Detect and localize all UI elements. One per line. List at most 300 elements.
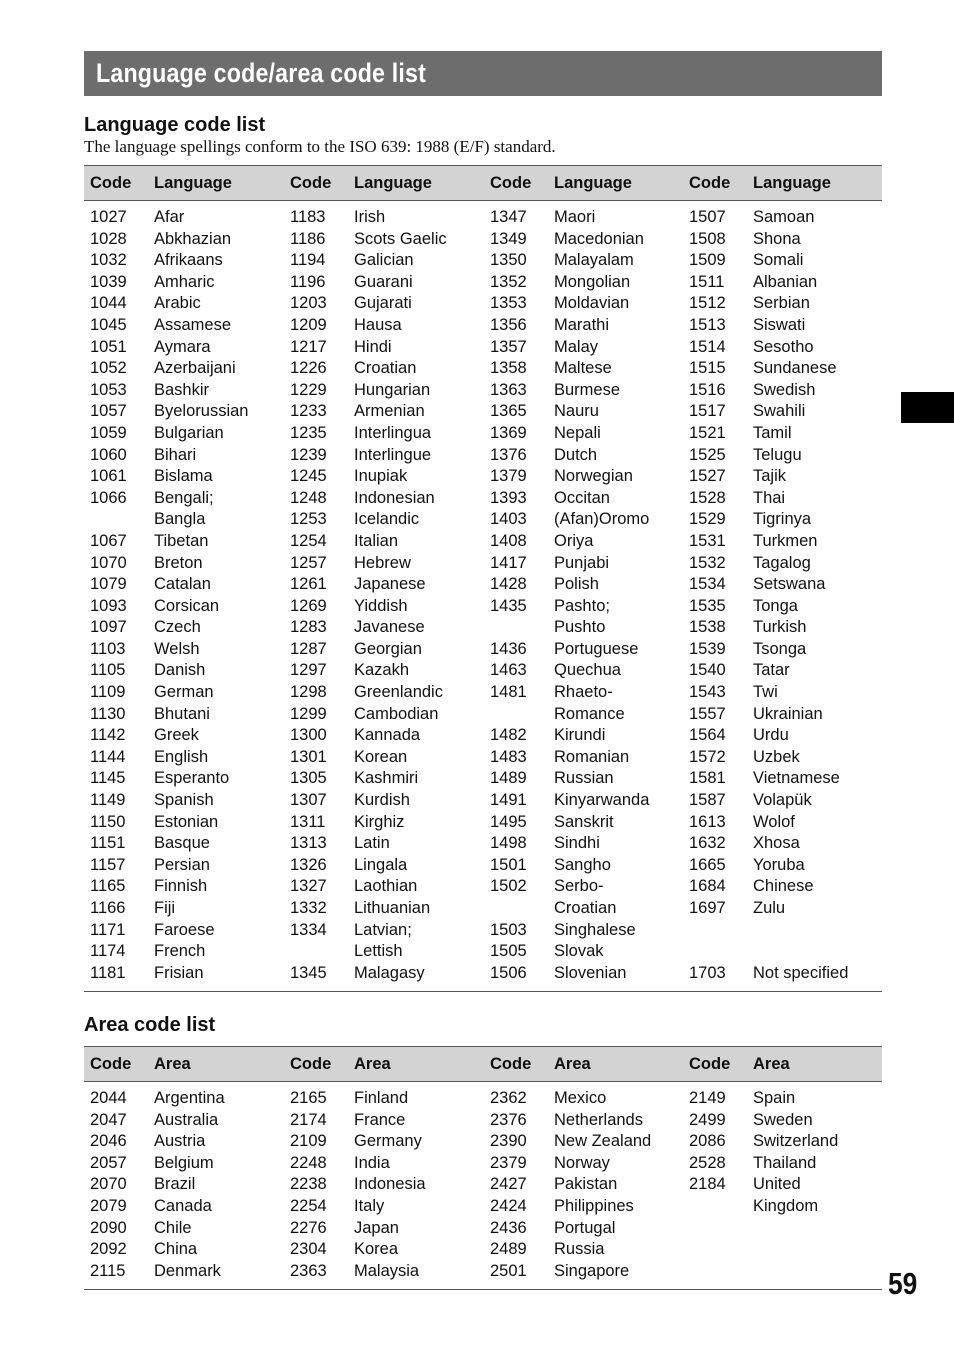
name-cell: Catalan: [154, 575, 211, 594]
name-cell: Somali: [753, 251, 804, 270]
name-cell: Belgium: [154, 1153, 214, 1172]
code-cell: 1027: [90, 208, 127, 226]
name-cell: Occitan: [554, 488, 610, 507]
code-cell: 1300: [290, 726, 327, 745]
name-cell: Persian: [154, 855, 210, 874]
code-cell: 1509: [689, 251, 726, 270]
code-cell: 2379: [490, 1153, 527, 1172]
code-cell: 1150: [90, 812, 126, 831]
name-cell: Serbian: [753, 294, 810, 313]
code-cell: 1327: [290, 877, 327, 896]
name-cell: Bislama: [154, 467, 213, 486]
name-cell: Brazil: [154, 1175, 196, 1194]
name-cell: Malay: [554, 337, 599, 356]
code-cell: 1039: [90, 272, 127, 291]
header-code: Code: [490, 174, 532, 192]
code-cell: 2109: [290, 1132, 327, 1151]
name-cell: Interlingue: [354, 445, 432, 464]
code-cell: 1261: [290, 575, 327, 594]
code-cell: 2115: [90, 1261, 126, 1280]
code-cell: 2092: [90, 1240, 127, 1259]
name-cell: Kurdish: [354, 791, 410, 810]
code-cell: 1166: [90, 899, 126, 917]
code-cell: 1103: [90, 639, 126, 658]
code-cell: 1287: [290, 639, 327, 658]
name-cell: Faroese: [154, 920, 215, 939]
name-cell: Aymara: [154, 337, 211, 356]
name-cell: Not specified: [753, 963, 849, 982]
name-cell: Azerbaijani: [154, 359, 236, 378]
name-cell: Twi: [753, 683, 778, 702]
code-cell: 1298: [290, 683, 327, 702]
code-cell: 2362: [490, 1089, 527, 1107]
name-cell: Nauru: [554, 402, 599, 421]
code-cell: 1527: [689, 467, 726, 486]
name-cell: Danish: [154, 661, 206, 680]
code-cell: 1540: [689, 661, 726, 680]
code-cell: 1181: [90, 963, 126, 982]
name-cell: Kirghiz: [354, 812, 405, 831]
area-table-bottom-rule: [84, 1289, 882, 1290]
name-cell: Frisian: [154, 963, 204, 982]
name-cell: Maori: [554, 208, 596, 226]
name-cell: Pushto: [554, 618, 606, 637]
language-table-bottom-rule: [84, 991, 882, 992]
code-cell: 2499: [689, 1110, 726, 1129]
header-language: Language: [753, 174, 831, 192]
name-cell: Thailand: [753, 1153, 817, 1172]
name-cell: Korea: [354, 1240, 399, 1259]
name-cell: Pashto;: [554, 596, 610, 615]
name-cell: Vietnamese: [753, 769, 840, 788]
code-cell: 1057: [90, 402, 127, 421]
name-cell: German: [154, 683, 214, 702]
code-cell: 1408: [490, 531, 527, 550]
name-cell: English: [154, 747, 209, 766]
name-cell: Esperanto: [154, 769, 230, 788]
code-cell: 1226: [290, 359, 327, 378]
name-cell: Amharic: [154, 272, 215, 291]
area-table-header: [84, 1046, 882, 1082]
code-cell: 1506: [490, 963, 527, 982]
name-cell: Turkmen: [753, 531, 818, 550]
name-cell: Burmese: [554, 380, 621, 399]
name-cell: Hindi: [354, 337, 392, 356]
code-cell: 1245: [290, 467, 327, 486]
name-cell: Spain: [753, 1089, 796, 1107]
name-cell: Rhaeto-: [554, 683, 613, 702]
code-cell: 1203: [290, 294, 327, 313]
code-cell: 1349: [490, 229, 527, 248]
code-cell: 1557: [689, 704, 726, 723]
name-cell: Lithuanian: [354, 899, 431, 917]
code-cell: 1502: [490, 877, 527, 896]
code-cell: 1665: [689, 855, 726, 874]
name-cell: Pakistan: [554, 1175, 618, 1194]
name-cell: Slovenian: [554, 963, 627, 982]
code-cell: 1229: [290, 380, 327, 399]
name-cell: Norway: [554, 1153, 610, 1172]
code-cell: 2390: [490, 1132, 527, 1151]
code-cell: 2248: [290, 1153, 327, 1172]
code-cell: 2090: [90, 1218, 127, 1237]
code-cell: 1254: [290, 531, 327, 550]
name-cell: Guarani: [354, 272, 413, 291]
name-cell: Bashkir: [154, 380, 210, 399]
header-area: Area: [753, 1055, 790, 1073]
name-cell: Dutch: [554, 445, 598, 464]
code-cell: 1217: [290, 337, 327, 356]
page-title-banner: [84, 51, 882, 96]
name-cell: Arabic: [154, 294, 201, 313]
name-cell: Denmark: [154, 1261, 221, 1280]
code-cell: 1347: [490, 208, 527, 226]
name-cell: Sangho: [554, 855, 611, 874]
section-thumb-tab: [901, 392, 954, 423]
name-cell: Gujarati: [354, 294, 412, 313]
name-cell: Bangla: [154, 510, 206, 529]
code-cell: 1174: [90, 942, 126, 961]
code-cell: 1059: [90, 423, 127, 442]
name-cell: Yiddish: [354, 596, 408, 615]
code-cell: 1257: [290, 553, 327, 572]
name-cell: Mongolian: [554, 272, 631, 291]
name-cell: Moldavian: [554, 294, 630, 313]
header-language: Language: [354, 174, 432, 192]
name-cell: Latvian;: [354, 920, 412, 939]
name-cell: Interlingua: [354, 423, 432, 442]
code-cell: 1093: [90, 596, 127, 615]
code-cell: 1358: [490, 359, 527, 378]
code-cell: 1299: [290, 704, 327, 723]
code-cell: 1301: [290, 747, 327, 766]
language-standard-note: The language spellings conform to the ISO 639: 1988 (E/F) standard.: [84, 137, 556, 156]
name-cell: France: [354, 1110, 406, 1129]
name-cell: Tigrinya: [753, 510, 812, 529]
area-code-table: [84, 1046, 882, 1280]
name-cell: Serbo-: [554, 877, 604, 896]
code-cell: 1481: [490, 683, 527, 702]
code-cell: 2528: [689, 1153, 726, 1172]
name-cell: Setswana: [753, 575, 826, 594]
header-code: Code: [290, 174, 332, 192]
name-cell: Quechua: [554, 661, 621, 680]
area-section-heading: Area code list: [84, 1014, 216, 1036]
code-cell: 1684: [689, 877, 726, 896]
code-cell: 1332: [290, 899, 327, 917]
code-cell: 1501: [490, 855, 527, 874]
name-cell: Singapore: [554, 1261, 630, 1280]
code-cell: 2427: [490, 1175, 527, 1194]
name-cell: Shona: [753, 229, 801, 248]
name-cell: Cambodian: [354, 704, 439, 723]
code-cell: 1436: [490, 639, 527, 658]
name-cell: Spanish: [154, 791, 214, 810]
name-cell: Galician: [354, 251, 414, 270]
name-cell: Urdu: [753, 726, 789, 745]
name-cell: Japan: [354, 1218, 399, 1237]
header-code: Code: [689, 1055, 731, 1073]
code-cell: 1697: [689, 899, 726, 917]
name-cell: Malayalam: [554, 251, 634, 270]
header-code: Code: [90, 174, 132, 192]
name-cell: Volapük: [753, 791, 812, 810]
code-cell: 1403: [490, 510, 527, 529]
code-cell: 1572: [689, 747, 726, 766]
code-cell: 1532: [689, 553, 726, 572]
code-cell: 1356: [490, 315, 527, 334]
code-cell: 1703: [689, 963, 726, 982]
name-cell: Croatian: [354, 359, 417, 378]
code-cell: 1079: [90, 575, 127, 594]
language-code-table: [84, 165, 882, 982]
code-cell: 1531: [689, 531, 726, 550]
name-cell: Czech: [154, 618, 201, 637]
code-cell: 1165: [90, 877, 126, 896]
language-table-header: [84, 165, 882, 201]
name-cell: Latin: [354, 834, 390, 853]
name-cell: Bhutani: [154, 704, 210, 723]
header-area: Area: [554, 1055, 591, 1073]
name-cell: Romanian: [554, 747, 630, 766]
code-cell: 1052: [90, 359, 127, 378]
name-cell: Afar: [154, 208, 185, 226]
name-cell: Tagalog: [753, 553, 811, 572]
code-cell: 1186: [290, 229, 326, 248]
code-cell: 2489: [490, 1240, 527, 1259]
name-cell: Abkhazian: [154, 229, 232, 248]
code-cell: 2304: [290, 1240, 327, 1259]
code-cell: 1028: [90, 229, 127, 248]
code-cell: 1489: [490, 769, 527, 788]
name-cell: (Afan)Oromo: [554, 510, 650, 529]
name-cell: Greenlandic: [354, 683, 443, 702]
language-section-heading: Language code list: [84, 114, 266, 136]
name-cell: Inupiak: [354, 467, 408, 486]
name-cell: Macedonian: [554, 229, 644, 248]
header-area: Area: [154, 1055, 191, 1073]
code-cell: 1483: [490, 747, 527, 766]
name-cell: Uzbek: [753, 747, 800, 766]
code-cell: 1248: [290, 488, 327, 507]
code-cell: 1209: [290, 315, 327, 334]
code-cell: 1151: [90, 834, 126, 853]
code-cell: 2174: [290, 1110, 327, 1129]
code-cell: 1051: [90, 337, 127, 356]
code-cell: 2047: [90, 1110, 127, 1129]
code-cell: 1534: [689, 575, 726, 594]
code-cell: 1543: [689, 683, 726, 702]
code-cell: 1313: [290, 834, 327, 853]
code-cell: 1495: [490, 812, 527, 831]
code-cell: 2376: [490, 1110, 527, 1129]
code-cell: 1529: [689, 510, 726, 529]
name-cell: Kazakh: [354, 661, 410, 680]
name-cell: Singhalese: [554, 920, 636, 939]
code-cell: 1581: [689, 769, 726, 788]
name-cell: Armenian: [354, 402, 425, 421]
code-cell: 1564: [689, 726, 726, 745]
code-cell: 1130: [90, 704, 126, 723]
code-cell: 1503: [490, 920, 527, 939]
code-cell: 1521: [689, 423, 726, 442]
name-cell: Irish: [354, 208, 386, 226]
name-cell: Estonian: [154, 812, 219, 831]
code-cell: 1508: [689, 229, 726, 248]
name-cell: India: [354, 1153, 390, 1172]
name-cell: Tatar: [753, 661, 790, 680]
name-cell: Yoruba: [753, 855, 805, 874]
code-cell: 1297: [290, 661, 327, 680]
name-cell: Bihari: [154, 445, 197, 464]
page-title: Language code/area code list: [96, 58, 426, 88]
name-cell: Slovak: [554, 942, 604, 961]
name-cell: Turkish: [753, 618, 807, 637]
name-cell: Chile: [154, 1218, 192, 1237]
code-cell: 1353: [490, 294, 527, 313]
name-cell: Maltese: [554, 359, 612, 378]
code-cell: 1235: [290, 423, 327, 442]
code-cell: 2057: [90, 1153, 127, 1172]
header-code: Code: [490, 1055, 532, 1073]
name-cell: Italian: [354, 531, 399, 550]
header-area: Area: [354, 1055, 391, 1073]
name-cell: Portuguese: [554, 639, 639, 658]
code-cell: 1379: [490, 467, 527, 486]
code-cell: 2086: [689, 1132, 726, 1151]
name-cell: Swedish: [753, 380, 816, 399]
name-cell: Bengali;: [154, 488, 214, 507]
code-cell: 1435: [490, 596, 527, 615]
name-cell: Portugal: [554, 1218, 616, 1237]
name-cell: Indonesia: [354, 1175, 426, 1194]
code-cell: 1587: [689, 791, 726, 810]
code-cell: 1239: [290, 445, 327, 464]
name-cell: Finnish: [154, 877, 208, 896]
name-cell: Russian: [554, 769, 614, 788]
code-cell: 1369: [490, 423, 527, 442]
name-cell: Lingala: [354, 855, 408, 874]
code-cell: 1535: [689, 596, 726, 615]
code-cell: 2254: [290, 1196, 327, 1215]
name-cell: Telugu: [753, 445, 802, 464]
name-cell: Sanskrit: [554, 812, 614, 831]
page-number: 59: [888, 1266, 918, 1301]
name-cell: Japanese: [354, 575, 426, 594]
name-cell: Kirundi: [554, 726, 606, 745]
code-cell: 1345: [290, 963, 327, 982]
name-cell: Korean: [354, 747, 408, 766]
name-cell: Albanian: [753, 272, 818, 291]
name-cell: Tajik: [753, 467, 787, 486]
name-cell: United: [753, 1175, 801, 1194]
code-cell: 1060: [90, 445, 127, 464]
code-cell: 2184: [689, 1175, 726, 1194]
code-cell: 1505: [490, 942, 527, 961]
name-cell: Tonga: [753, 596, 798, 615]
code-cell: 1044: [90, 294, 127, 313]
code-cell: 1357: [490, 337, 527, 356]
name-cell: Fiji: [154, 899, 176, 917]
name-cell: Javanese: [354, 618, 425, 637]
name-cell: Byelorussian: [154, 402, 249, 421]
code-cell: 1032: [90, 251, 127, 270]
code-cell: 2238: [290, 1175, 327, 1194]
code-cell: 1352: [490, 272, 527, 291]
name-cell: Hebrew: [354, 553, 411, 572]
name-cell: Greek: [154, 726, 199, 745]
name-cell: Samoan: [753, 208, 815, 226]
name-cell: Austria: [154, 1132, 206, 1151]
name-cell: New Zealand: [554, 1132, 652, 1151]
name-cell: Lettish: [354, 942, 403, 961]
name-cell: Malagasy: [354, 963, 425, 982]
name-cell: Chinese: [753, 877, 814, 896]
name-cell: Thai: [753, 488, 786, 507]
name-cell: Assamese: [154, 315, 232, 334]
name-cell: Switzerland: [753, 1132, 839, 1151]
name-cell: Afrikaans: [154, 251, 223, 270]
code-cell: 1066: [90, 488, 127, 507]
name-cell: Kannada: [354, 726, 421, 745]
code-cell: 1393: [490, 488, 527, 507]
name-cell: Corsican: [154, 596, 220, 615]
name-cell: Polish: [554, 575, 599, 594]
code-cell: 2165: [290, 1089, 327, 1107]
name-cell: Breton: [154, 553, 203, 572]
code-cell: 1491: [490, 791, 527, 810]
name-cell: Italy: [354, 1196, 385, 1215]
code-cell: 1507: [689, 208, 726, 226]
name-cell: Siswati: [753, 315, 806, 334]
code-cell: 1515: [689, 359, 726, 378]
name-cell: Basque: [154, 834, 210, 853]
code-cell: 1157: [90, 855, 126, 874]
code-cell: 1307: [290, 791, 327, 810]
header-language: Language: [154, 174, 232, 192]
name-cell: Hausa: [354, 315, 402, 334]
code-cell: 1482: [490, 726, 527, 745]
code-cell: 1142: [90, 726, 126, 745]
code-cell: 1417: [490, 553, 527, 572]
code-cell: 1613: [689, 812, 726, 831]
name-cell: Sundanese: [753, 359, 837, 378]
code-cell: 1171: [90, 920, 126, 939]
code-cell: 1061: [90, 467, 127, 486]
name-cell: Norwegian: [554, 467, 633, 486]
name-cell: Icelandic: [354, 510, 420, 529]
code-cell: 1528: [689, 488, 726, 507]
name-cell: Kingdom: [753, 1196, 819, 1215]
code-cell: 1097: [90, 618, 127, 637]
name-cell: Canada: [154, 1196, 212, 1215]
name-cell: China: [154, 1240, 198, 1259]
code-cell: 1365: [490, 402, 527, 421]
code-cell: 1311: [290, 812, 326, 831]
code-cell: 1233: [290, 402, 327, 421]
name-cell: Welsh: [154, 639, 200, 658]
name-cell: Scots Gaelic: [354, 229, 447, 248]
code-cell: 1511: [689, 272, 725, 291]
name-cell: Tamil: [753, 423, 792, 442]
name-cell: Nepali: [554, 423, 601, 442]
code-cell: 1463: [490, 661, 527, 680]
code-cell: 1632: [689, 834, 726, 853]
code-cell: 1196: [290, 272, 326, 291]
code-cell: 2070: [90, 1175, 127, 1194]
name-cell: Hungarian: [354, 380, 431, 399]
name-cell: Argentina: [154, 1089, 225, 1107]
